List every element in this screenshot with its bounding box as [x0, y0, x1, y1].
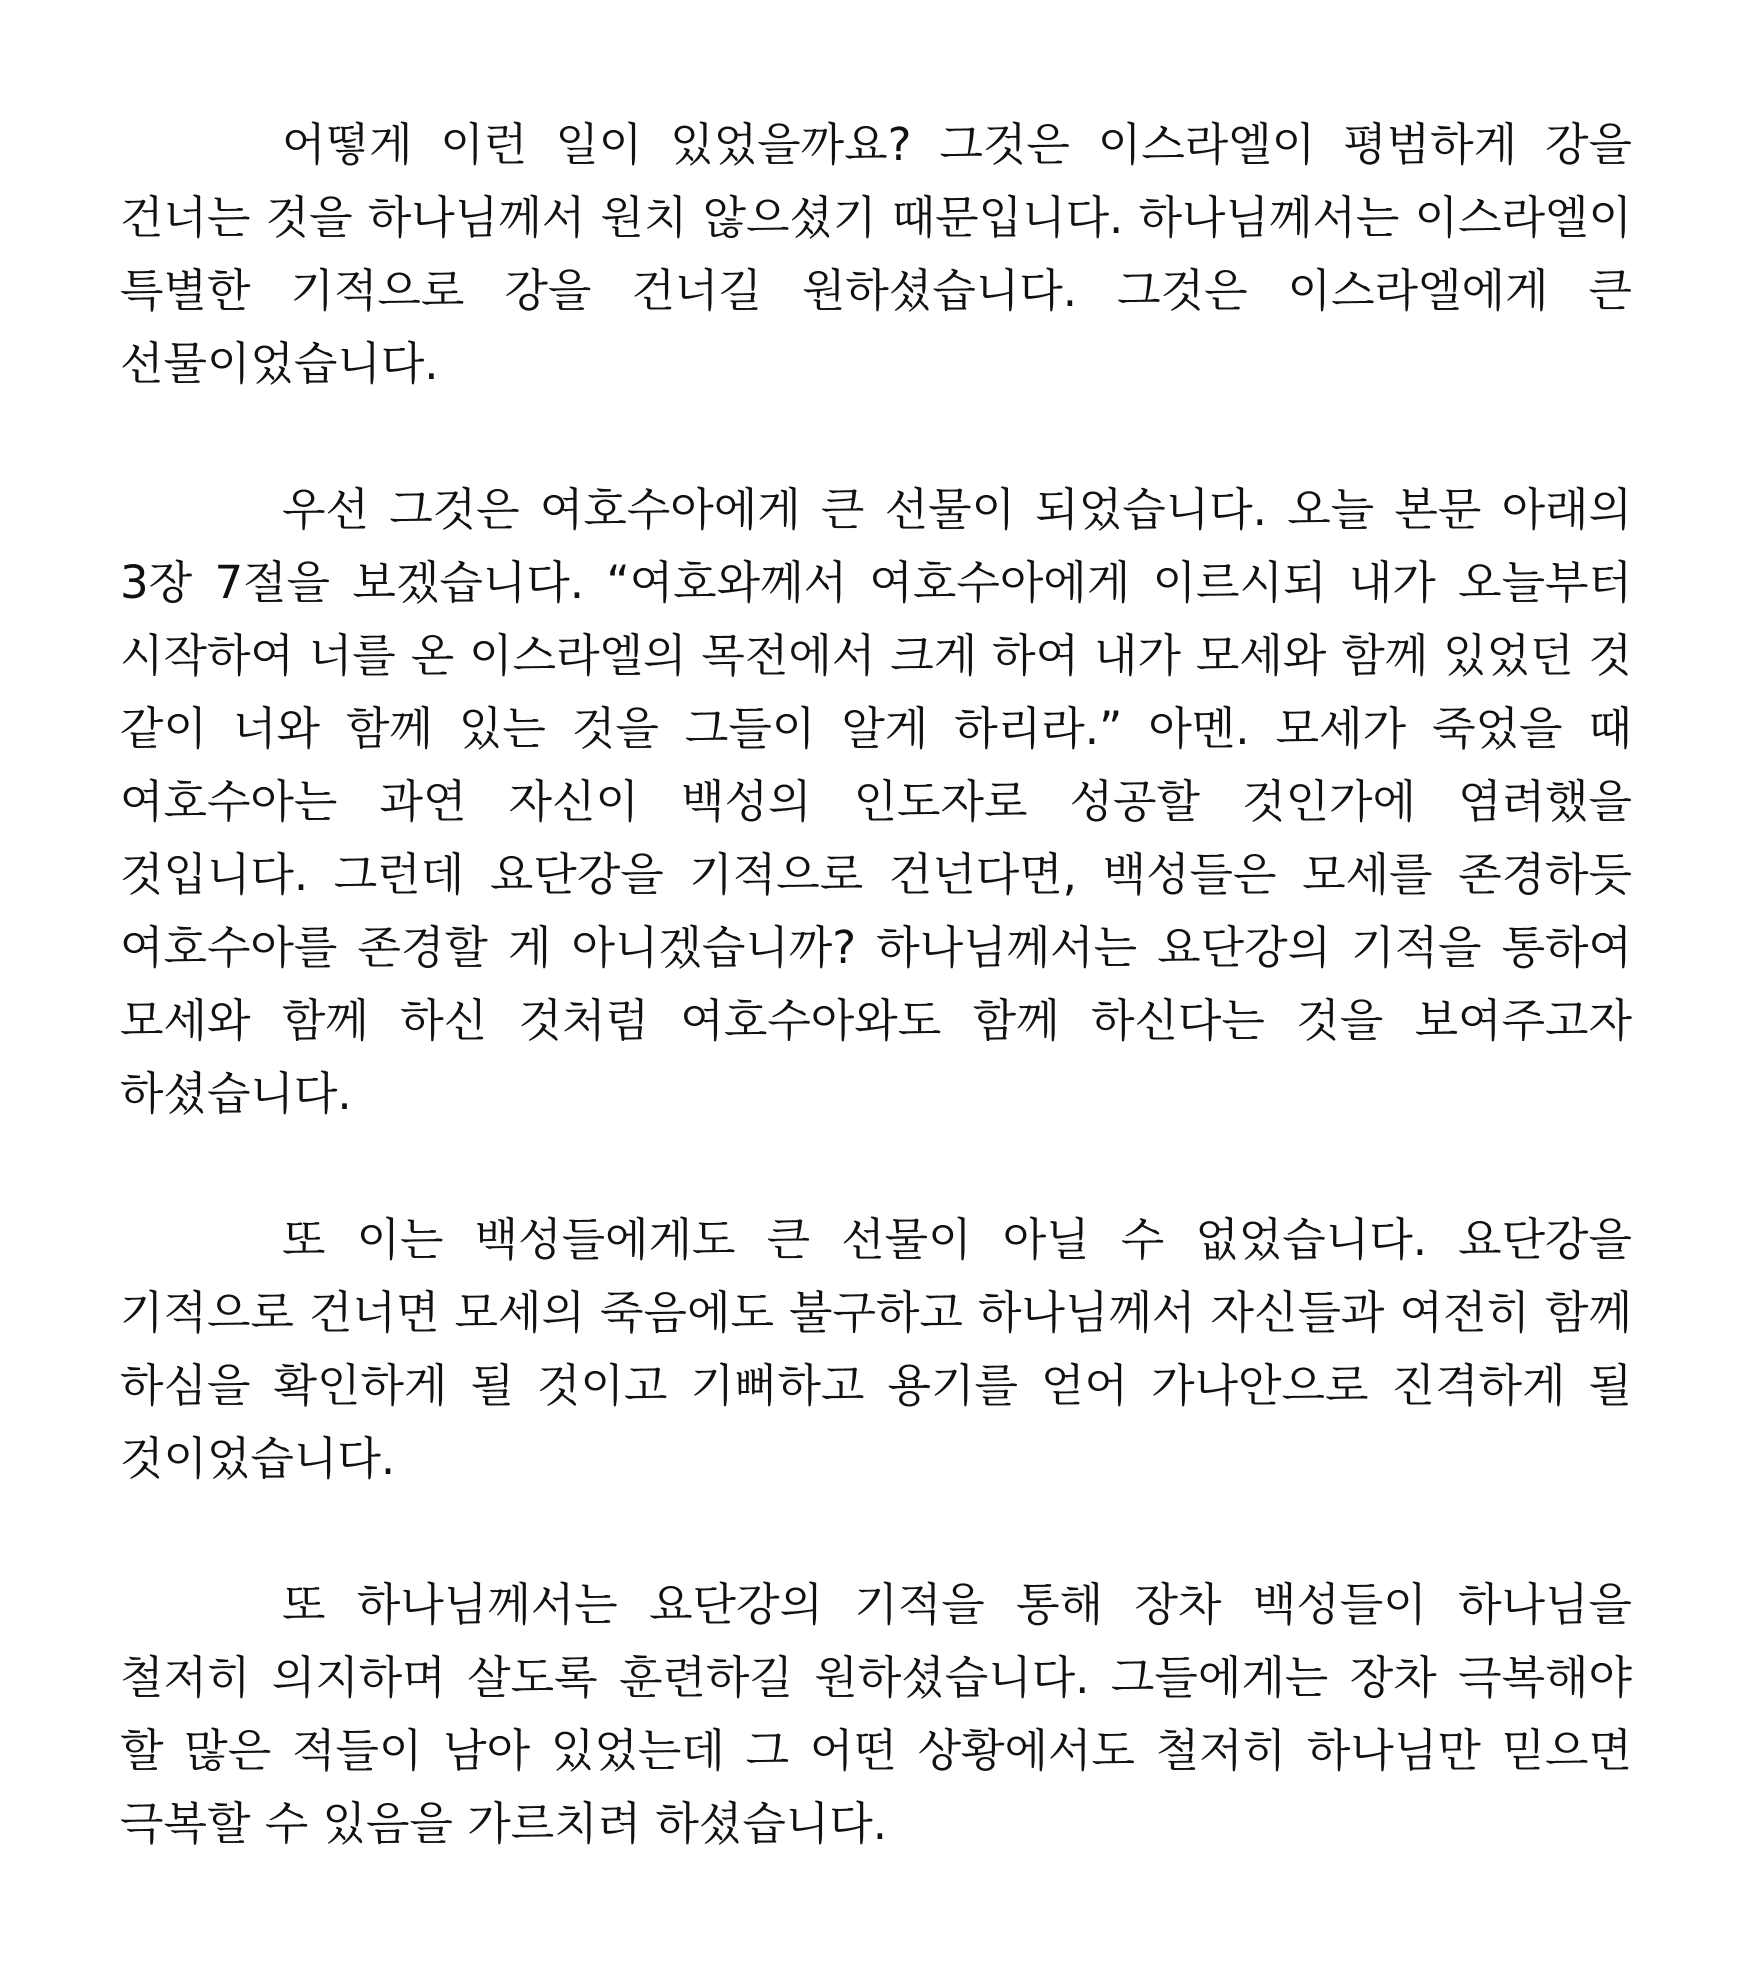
paragraph: 또 하나님께서는 요단강의 기적을 통해 장차 백성들이 하나님을 철저히 의지하며 살도록 훈련하길 원하셨습니다. 그들에게는 장차 극복해야 할 많은 적들이 남아 있었는데 그 어떤 상황에서도 철저히 하나님만 믿으면 극복할 수 있음을 가르치려 하셨습니다.: [120, 1578, 1632, 1850]
paragraph: 우선 그것은 여호수아에게 큰 선물이 되었습니다. 오늘 본문 아래의 3장 7절을 보겠습니다. “여호와께서 여호수아에게 이르시되 내가 오늘부터 시작하여 너를 온 이스라엘의 목전에서 크게 하여 내가 모세와 함께 있었던 것 같이 너와 함께 있는 것을 그들이 알게 하리라.” 아멘. 모세가 죽었을 때 여호수아는 과연 자신이 백성의 인도자로 성공할 것인가에 염려했을 것입니다. 그런데 요단강을 기적으로 건넌다면, 백성들은 모세를 존경하듯 여호수아를 존경할 게 아니겠습니까? 하나님께서는 요단강의 기적을 통하여 모세와 함께 하신 것처럼 여호수아와도 함께 하신다는 것을 보여주고자 하셨습니다.: [120, 483, 1632, 1120]
paragraph: 또 이는 백성들에게도 큰 선물이 아닐 수 없었습니다. 요단강을 기적으로 건너면 모세의 죽음에도 불구하고 하나님께서 자신들과 여전히 함께 하심을 확인하게 될 것이고 기뻐하고 용기를 얻어 가나안으로 진격하게 될 것이었습니다.: [120, 1213, 1632, 1485]
document-page: [120, 108, 1632, 1860]
paragraph: 어떻게 이런 일이 있었을까요? 그것은 이스라엘이 평범하게 강을 건너는 것을 하나님께서 원치 않으셨기 때문입니다. 하나님께서는 이스라엘이 특별한 기적으로 강을 건너길 원하셨습니다. 그것은 이스라엘에게 큰 선물이었습니다.: [120, 118, 1632, 390]
